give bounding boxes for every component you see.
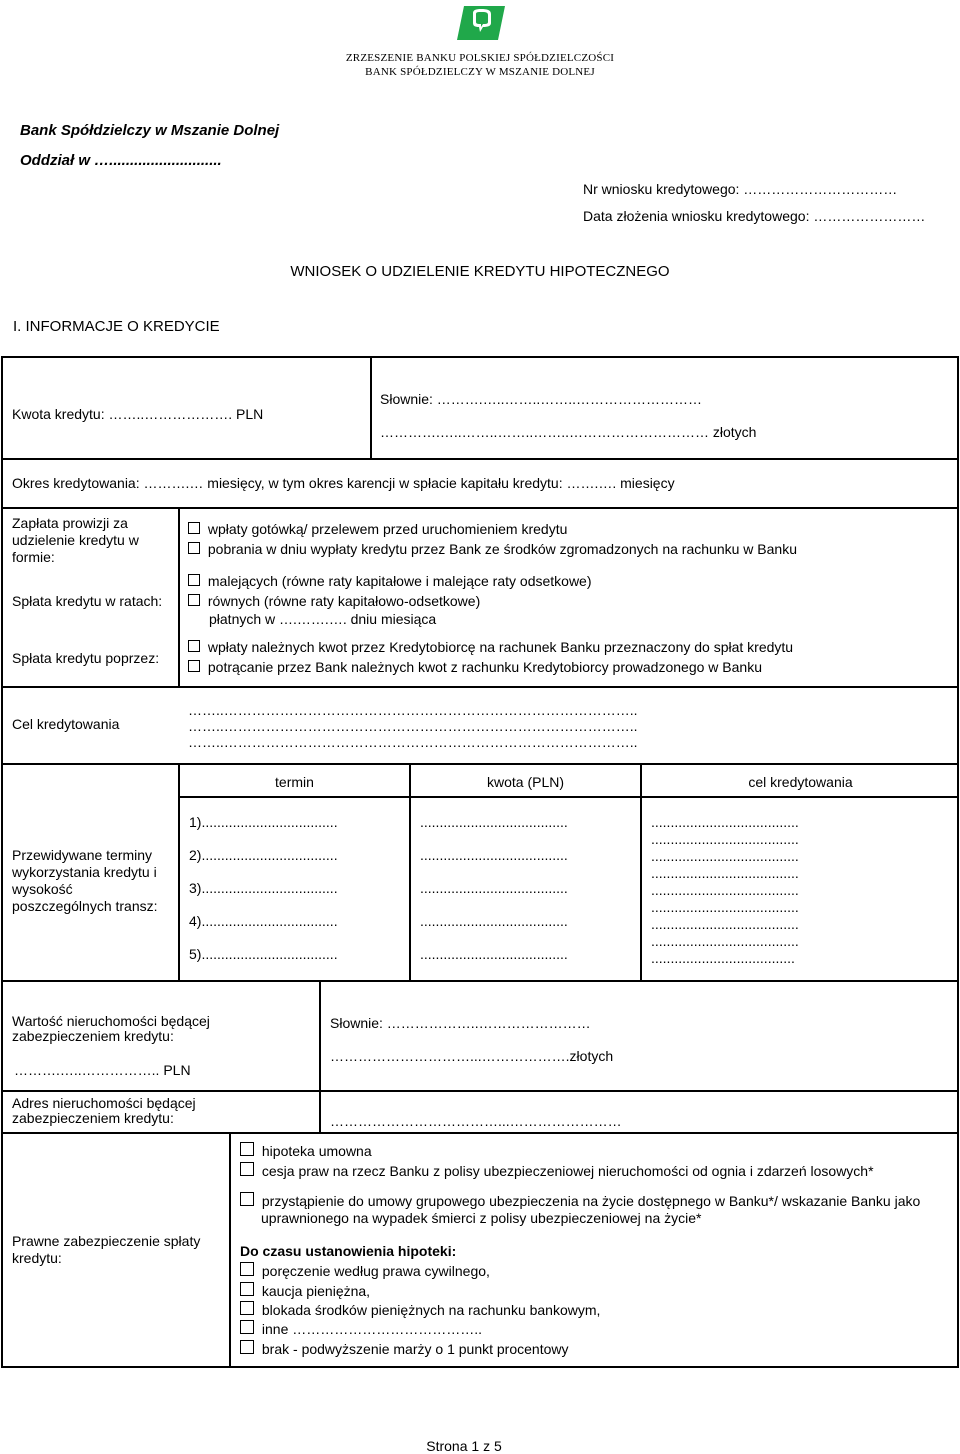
property-value-words-field[interactable]: Słownie: ………………..…………………… — [330, 1015, 591, 1031]
col-header-amount: kwota (PLN) — [486, 774, 565, 790]
bank-logo-icon — [456, 5, 506, 41]
repayment-option-2[interactable]: potrącanie przez Bank należnych kwot z rachunku Kredytobiorcy prowadzonego w Banku — [188, 659, 762, 675]
commission-label: Zapłata prowizji za udzielenie kredytu w formie: — [12, 515, 139, 565]
checkbox[interactable] — [240, 1340, 254, 1354]
security-option-assignment[interactable]: cesja praw na rzecz Banku z polisy ubezpieczeniowej nieruchomości od ognia i zdarzeń losowych* — [240, 1162, 874, 1179]
branch-field[interactable]: Oddział w …........................... — [20, 152, 222, 169]
tranches-label: Przewidywane terminy wykorzystania kredytu i wysokość poszczególnych transz: — [12, 847, 158, 914]
tranche-amount-1[interactable]: ...................................... — [420, 814, 568, 830]
checkbox[interactable] — [188, 594, 200, 606]
checkbox[interactable] — [240, 1142, 254, 1156]
header-association: ZRZESZENIE BANKU POLSKIEJ SPÓŁDZIELCZOŚCI — [345, 52, 615, 64]
security-until-option-3[interactable]: blokada środków pieniężnych na rachunku bankowym, — [240, 1301, 600, 1318]
tranche-term-4[interactable]: 4)................................... — [189, 913, 338, 929]
col-header-purpose: cel kredytowania — [748, 774, 853, 790]
property-value-field[interactable]: ……….…..…………….. PLN — [14, 1062, 191, 1078]
property-address-label: Adres nieruchomości będącej zabezpieczeniem kredytu: — [12, 1095, 196, 1126]
tranche-purpose-4[interactable]: ...................................... — [651, 865, 799, 881]
security-option-mortgage[interactable]: hipoteka umowna — [240, 1142, 372, 1159]
section-title: I. INFORMACJE O KREDYCIE — [13, 318, 220, 335]
loan-period-field[interactable]: Okres kredytowania: ……….… miesięcy, w tym okres karencji w spłacie kapitału kredytu: …….…. miesięcy — [12, 475, 675, 491]
header-bank: BANK SPÓŁDZIELCZY W MSZANIE DOLNEJ — [365, 66, 595, 78]
purpose-label: Cel kredytowania — [12, 716, 120, 732]
security-option-insurance-cont: uprawnionego na wypadek śmierci z polisy ubezpieczeniowej na życie* — [261, 1210, 702, 1226]
commission-option-2[interactable]: pobrania w dniu wypłaty kredytu przez Bank ze środków zgromadzonych na rachunku w Banku — [188, 541, 797, 557]
loan-amount-words-line2[interactable]: ………….…..……..……..……..………………………… złotych — [380, 424, 757, 440]
security-option-insurance[interactable]: przystąpienie do umowy grupowego ubezpieczenia na życie dostępnego w Banku*/ wskazanie Banku jako — [240, 1192, 920, 1209]
tranche-purpose-7[interactable]: ...................................... — [651, 916, 799, 932]
tranche-purpose-6[interactable]: ...................................... — [651, 899, 799, 915]
tranche-term-5[interactable]: 5)................................... — [189, 946, 338, 962]
tranche-term-3[interactable]: 3)................................... — [189, 880, 338, 896]
property-value-label: Wartość nieruchomości będącej zabezpieczeniem kredytu: — [12, 1013, 210, 1044]
loan-amount-words-field[interactable]: Słownie: ……….…..……..……..……………………… — [380, 391, 703, 407]
tranche-term-2[interactable]: 2)................................... — [189, 847, 338, 863]
tranche-term-1[interactable]: 1)................................... — [189, 814, 338, 830]
document-title: WNIOSEK O UDZIELENIE KREDYTU HIPOTECZNEGO — [290, 263, 670, 280]
tranche-purpose-8[interactable]: ...................................... — [651, 933, 799, 949]
application-date-field[interactable]: Data złożenia wniosku kredytowego: …………………… — [583, 208, 926, 224]
security-until-title: Do czasu ustanowienia hipoteki: — [240, 1243, 457, 1259]
bank-name: Bank Spółdzielczy w Mszanie Dolnej — [20, 122, 280, 139]
security-until-option-5[interactable]: brak - podwyższenie marży o 1 punkt procentowy — [240, 1340, 568, 1357]
tranche-amount-3[interactable]: ...................................... — [420, 880, 568, 896]
installments-label: Spłata kredytu w ratach: — [12, 593, 163, 609]
property-value-words-line2[interactable]: …………………………...……………….złotych — [330, 1048, 614, 1064]
tranche-amount-5[interactable]: ...................................... — [420, 946, 568, 962]
loan-amount-field[interactable]: Kwota kredytu: ……..………………. PLN — [12, 406, 264, 422]
checkbox[interactable] — [240, 1192, 254, 1206]
tranche-purpose-2[interactable]: ...................................... — [651, 831, 799, 847]
checkbox[interactable] — [188, 574, 200, 586]
col-header-term: termin — [275, 774, 314, 790]
installments-option-2[interactable]: równych (równe raty kapitałowo-odsetkowe) — [188, 593, 480, 609]
tranche-purpose-9[interactable]: ..................................... — [651, 950, 795, 966]
checkbox[interactable] — [188, 660, 200, 672]
checkbox[interactable] — [240, 1262, 254, 1276]
page-number: Strona 1 z 5 — [426, 1438, 502, 1454]
security-label: Prawne zabezpieczenie spłaty kredytu: — [12, 1233, 201, 1266]
application-number-field[interactable]: Nr wniosku kredytowego: …………………………… — [583, 181, 898, 197]
tranche-amount-4[interactable]: ...................................... — [420, 913, 568, 929]
repayment-option-1[interactable]: wpłaty należnych kwot przez Kredytobiorcę na rachunek Banku przeznaczony do spłat kredytu — [188, 639, 793, 655]
tranche-purpose-3[interactable]: ...................................... — [651, 848, 799, 864]
checkbox[interactable] — [188, 640, 200, 652]
purpose-line-2[interactable]: ……..…………………………………………………………………………….. — [188, 718, 638, 734]
checkbox[interactable] — [240, 1282, 254, 1296]
tranche-amount-2[interactable]: ...................................... — [420, 847, 568, 863]
checkbox[interactable] — [240, 1162, 254, 1176]
checkbox[interactable] — [240, 1320, 254, 1334]
checkbox[interactable] — [188, 542, 200, 554]
repayment-label: Spłata kredytu poprzez: — [12, 650, 160, 666]
property-address-field[interactable]: ………………………………...…………………… — [330, 1113, 622, 1129]
purpose-line-1[interactable]: ……..…………………………………………………………………………….. — [188, 702, 638, 718]
security-until-option-4[interactable]: inne ………………………………….. — [240, 1320, 482, 1337]
purpose-line-3[interactable]: ……..…………………………………………………………………………….. — [188, 734, 638, 750]
tranche-purpose-5[interactable]: ...................................... — [651, 882, 799, 898]
security-until-option-1[interactable]: poręczenie według prawa cywilnego, — [240, 1262, 490, 1279]
installments-option-1[interactable]: malejących (równe raty kapitałowe i malejące raty odsetkowe) — [188, 573, 592, 589]
checkbox[interactable] — [240, 1301, 254, 1315]
security-until-option-2[interactable]: kaucja pieniężna, — [240, 1282, 370, 1299]
commission-option-1[interactable]: wpłaty gotówką/ przelewem przed uruchomieniem kredytu — [188, 521, 567, 537]
tranche-purpose-1[interactable]: ...................................... — [651, 814, 799, 830]
checkbox[interactable] — [188, 522, 200, 534]
installments-day-field[interactable]: płatnych w ….…….…. dniu miesiąca — [209, 611, 437, 627]
